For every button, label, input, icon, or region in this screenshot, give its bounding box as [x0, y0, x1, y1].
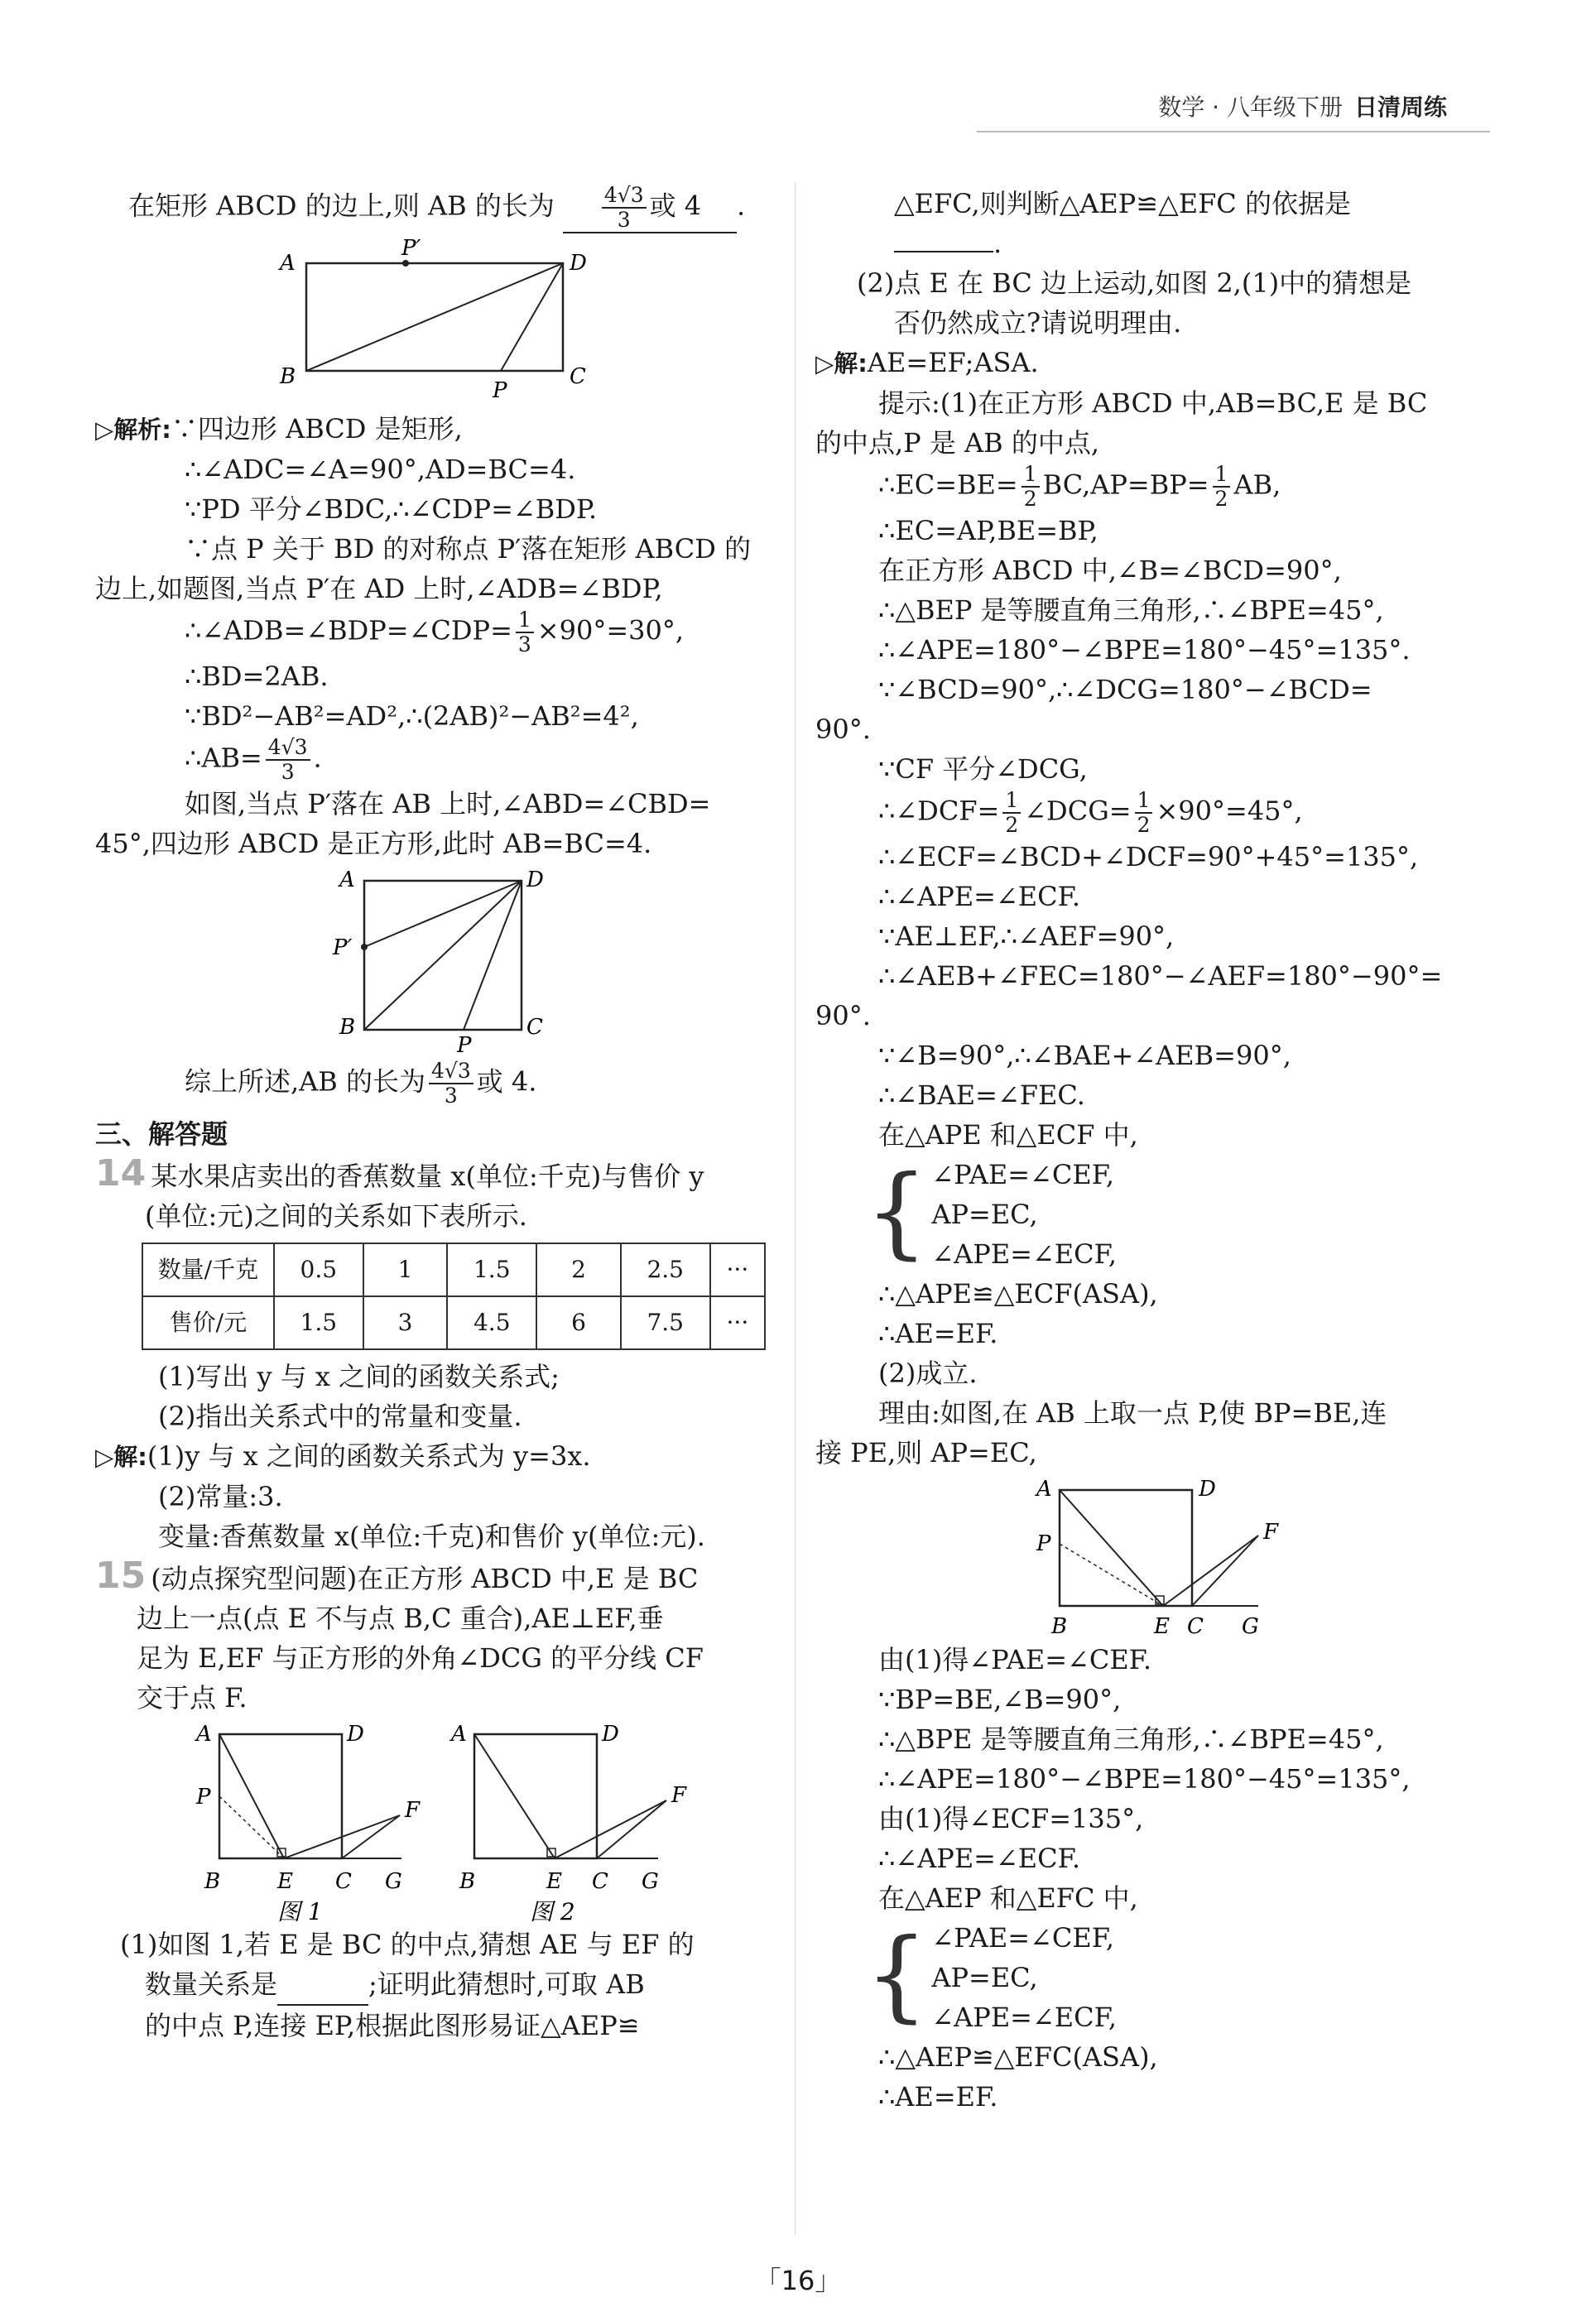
fig1-caption: 图 1	[277, 1898, 323, 1925]
r-line-15: ∵CF 平分∠DCG,	[878, 753, 1088, 785]
header-series: 日清周练	[1353, 94, 1447, 121]
half-den: 2	[1023, 487, 1037, 511]
r-line-16	[815, 789, 1486, 837]
r-line-21: 90°.	[815, 1000, 871, 1031]
pf-label-A: A	[1036, 1478, 1052, 1502]
f1-label-E: E	[277, 1869, 293, 1894]
brace-line: AP=EC,	[931, 1962, 1038, 1993]
r-line-5	[815, 343, 1486, 383]
q15-number: 15	[95, 1555, 147, 1597]
brace-line: ∠APE=∠ECF,	[931, 2002, 1118, 2033]
pf-label-F: F	[1263, 1520, 1279, 1545]
table-row	[142, 1243, 765, 1296]
fig2-caption: 图 2	[530, 1898, 575, 1925]
analysis-line-3: ∵PD 平分∠BDC,∴∠CDP=∠BDP.	[185, 493, 598, 525]
f2-label-B: B	[459, 1869, 476, 1894]
half-den: 2	[1005, 813, 1019, 837]
pf-label-E: E	[1154, 1614, 1170, 1635]
r8-mid: BC,AP=BP=	[1042, 469, 1209, 501]
r-line-12: ∴∠APE=180°−∠BPE=180°−45°=135°.	[878, 634, 1411, 666]
q14-sub-2: (2)指出关系式中的常量和变量.	[158, 1401, 522, 1432]
fig-label-C: C	[570, 364, 586, 389]
f2-label-G: G	[642, 1869, 659, 1894]
brace-icon: {	[865, 1918, 929, 2033]
q14-number: 14	[95, 1152, 147, 1194]
r-line-1: △EFC,则判断△AEP≌△EFC 的依据是	[894, 188, 1351, 219]
half-den: 2	[1137, 813, 1151, 837]
r-line-18: ∴∠APE=∠ECF.	[878, 881, 1081, 912]
r-line-31: ∵BP=BE,∠B=90°,	[878, 1684, 1122, 1715]
left-column	[95, 184, 766, 2045]
f1-label-A: A	[196, 1722, 212, 1747]
r-line-13: ∵∠BCD=90°,∴∠DCG=180°−∠BCD=	[878, 674, 1372, 705]
f1-label-B: B	[204, 1869, 221, 1894]
table-cell: 1	[363, 1243, 447, 1296]
r-line-24: 在△APE 和△ECF 中,	[878, 1119, 1138, 1151]
r-line-27: (2)成立.	[878, 1358, 978, 1389]
table-cell: 数量/千克	[142, 1243, 274, 1296]
intro-line: 在矩形 ABCD 的边上,则 AB 的长为 $\frac{4√3}{3}$ 或 4 .	[128, 183, 746, 232]
fig-label-A: A	[280, 251, 296, 276]
r-line-4: 否仍然成立?请说明理由.	[894, 307, 1182, 339]
intro-answer-rest: 或 4	[649, 190, 702, 222]
pf-label-P: P	[1036, 1531, 1051, 1556]
q14-table	[142, 1243, 766, 1350]
brace-line: ∠PAE=∠CEF,	[931, 1922, 1115, 1954]
pf-label-D: D	[1199, 1478, 1216, 1502]
half-num: 1	[1022, 463, 1040, 488]
a12-pre: 综上所述,AB 的长为	[185, 1065, 425, 1098]
analysis-tag: ▷解析:	[95, 416, 171, 444]
analysis-line-2: ∴∠ADC=∠A=90°,AD=BC=4.	[185, 454, 576, 485]
analysis-line-8: ∵BD²−AB²=AD²,∴(2AB)²−AB²=4²,	[185, 700, 639, 732]
a9-den: 3	[281, 760, 295, 784]
a12-post: 或 4.	[476, 1065, 537, 1098]
r8-pre: ∴EC=BE=	[878, 469, 1018, 501]
r-line-6: 提示:(1)在正方形 ABCD 中,AB=BC,E 是 BC	[878, 387, 1428, 419]
brace-line: AP=EC,	[931, 1199, 1038, 1230]
r-line-25: ∴△APE≌△ECF(ASA),	[878, 1278, 1158, 1310]
column-separator	[795, 182, 796, 2235]
r-line-23: ∴∠BAE=∠FEC.	[878, 1079, 1085, 1111]
right-column	[815, 184, 1486, 2117]
r-line-26: ∴AE=EF.	[878, 1318, 998, 1349]
analysis-line-9	[95, 736, 766, 784]
q15-text-1: (动点探究型问题)在正方形 ABCD 中,E 是 BC	[151, 1563, 699, 1594]
r-answer: AE=EF;ASA.	[867, 347, 1039, 378]
brace-line: ∠PAE=∠CEF,	[931, 1159, 1115, 1190]
intro-answer	[563, 184, 737, 233]
table-cell: 6	[536, 1296, 620, 1349]
r-line-7: 的中点,P 是 AB 的中点,	[815, 427, 1100, 459]
table-cell: 1.5	[447, 1243, 536, 1296]
analysis-conclusion	[95, 1060, 766, 1108]
q15-figures	[95, 1718, 757, 1925]
q15-line-4: 交于点 F.	[137, 1682, 248, 1714]
analysis-line-5: 边上,如题图,当点 P′在 AD 上时,∠ADB=∠BDP,	[95, 573, 663, 604]
figure-q15-proof	[977, 1478, 1324, 1635]
q15-s1b-text: 数量关系是	[145, 1968, 278, 2000]
analysis-line-1	[95, 409, 766, 449]
r-line-9: ∴EC=AP,BE=BP,	[878, 515, 1098, 546]
r-line-8	[815, 463, 1486, 511]
table-cell: 3	[363, 1296, 447, 1349]
analysis-text: ∵四边形 ABCD 是矩形,	[171, 413, 463, 445]
r-line-14: 90°.	[815, 714, 871, 745]
figure-square	[298, 868, 563, 1055]
q14-line-1	[95, 1154, 766, 1196]
q15-sub-1a: (1)如图 1,若 E 是 BC 的中点,猜想 AE 与 EF 的	[120, 1929, 695, 1960]
a6-post: ×90°=30°,	[536, 614, 685, 646]
f1-label-P: P	[196, 1785, 211, 1810]
header-subject: 数学 · 八年级下册	[1158, 94, 1343, 121]
table-cell: 0.5	[274, 1243, 363, 1296]
sq-label-B: B	[339, 1015, 356, 1040]
sq-label-C: C	[526, 1015, 543, 1040]
r16-pre: ∴∠DCF=	[878, 795, 1000, 827]
q15-line-1	[95, 1556, 766, 1598]
half-den: 2	[1214, 487, 1228, 511]
analysis-line-7: ∴BD=2AB.	[185, 661, 329, 692]
table-cell: 2.5	[621, 1243, 710, 1296]
r-line-2: .	[815, 224, 1486, 263]
f2-label-E: E	[546, 1869, 562, 1894]
q14-line-2: (单位:元)之间的关系如下表所示.	[145, 1200, 527, 1232]
fig-label-P: P	[493, 378, 507, 403]
brace-group-1	[865, 1155, 1486, 1274]
brace-group-2	[865, 1918, 1486, 2037]
sq-label-A: A	[339, 868, 355, 892]
half-num: 1	[1213, 463, 1231, 488]
f1-label-F: F	[405, 1798, 421, 1823]
q15-blank-1	[277, 1964, 368, 2006]
f2-label-F: F	[671, 1783, 687, 1808]
table-cell: 1.5	[274, 1296, 363, 1349]
a12-num: 4√3	[429, 1060, 474, 1084]
analysis-line-6	[95, 608, 766, 656]
table-cell: ···	[710, 1243, 765, 1296]
a9-pre: ∴AB=	[185, 742, 262, 774]
r-line-36: 在△AEP 和△EFC 中,	[878, 1882, 1138, 1914]
r-line-38: ∴AE=EF.	[878, 2081, 998, 2113]
fig-label-D: D	[570, 251, 587, 276]
table-cell: 2	[536, 1243, 620, 1296]
r-line-33: ∴∠APE=180°−∠BPE=180°−45°=135°,	[878, 1763, 1411, 1795]
brace-line: ∠APE=∠ECF,	[931, 1238, 1118, 1270]
section-heading: 三、解答题	[95, 1118, 228, 1150]
fig-label-Pp: P′	[401, 238, 421, 261]
q14-solution-3: 变量:香蕉数量 x(单位:千克)和售价 y(单位:元).	[158, 1521, 705, 1552]
r-line-34: 由(1)得∠ECF=135°,	[878, 1803, 1144, 1834]
q15-sub-1b	[95, 1964, 766, 2006]
f1-label-G: G	[385, 1869, 402, 1894]
pf-label-B: B	[1051, 1614, 1068, 1635]
r8-post: AB,	[1233, 469, 1281, 501]
table-row	[142, 1296, 765, 1349]
r-line-19: ∵AE⊥EF,∴∠AEF=90°,	[878, 920, 1175, 952]
analysis-line-4: ∵点 P 关于 BD 的对称点 P′落在矩形 ABCD 的	[185, 533, 752, 565]
table-cell: 4.5	[447, 1296, 536, 1349]
q14-text-1: 某水果店卖出的香蕉数量 x(单位:千克)与售价 y	[151, 1161, 704, 1192]
r-line-30: 由(1)得∠PAE=∠CEF.	[878, 1644, 1152, 1675]
analysis-line-10: 如图,当点 P′落在 AB 上时,∠ABD=∠CBD=	[185, 788, 711, 820]
q14-solution-2: (2)常量:3.	[158, 1481, 283, 1512]
r-line-3: (2)点 E 在 BC 边上运动,如图 2,(1)中的猜想是	[857, 267, 1412, 299]
a6-den: 3	[517, 632, 531, 656]
table-cell: 7.5	[621, 1296, 710, 1349]
r-line-22: ∵∠B=90°,∴∠BAE+∠AEB=90°,	[878, 1040, 1291, 1071]
intro-text: 在矩形 ABCD 的边上,则 AB 的长为	[128, 190, 555, 222]
a9-num: 4√3	[266, 736, 310, 761]
q15-s1c-text: ;证明此猜想时,可取 AB	[368, 1968, 645, 2000]
a9-post: .	[313, 742, 322, 774]
a12-den: 3	[444, 1084, 458, 1108]
r-line-37: ∴△AEP≌△EFC(ASA),	[878, 2041, 1158, 2073]
sq-label-Pp: P′	[333, 935, 353, 960]
page-number: 「16」	[754, 2265, 842, 2296]
sq-label-D: D	[526, 868, 544, 892]
figure-rectangle	[257, 238, 604, 404]
pf-label-C: C	[1187, 1614, 1204, 1635]
q14-sub-1: (1)写出 y 与 x 之间的函数关系式;	[158, 1361, 560, 1392]
solution-tag: ▷解:	[95, 1443, 147, 1471]
q14-answer-1: (1)y 与 x 之间的函数关系式为 y=3x.	[147, 1440, 591, 1472]
r-line-11: ∴△BEP 是等腰直角三角形,∴∠BPE=45°,	[878, 594, 1384, 626]
r-line-29: 接 PE,则 AP=EC,	[815, 1437, 1037, 1468]
r16-mid: ∠DCG=	[1024, 795, 1132, 827]
q15-line-2: 边上一点(点 E 不与点 B,C 重合),AE⊥EF,垂	[137, 1603, 664, 1634]
a6-num: 1	[516, 608, 534, 633]
half-num: 1	[1002, 789, 1021, 814]
q14-solution-1	[95, 1436, 766, 1477]
half-num: 1	[1135, 789, 1153, 814]
r-line-17: ∴∠ECF=∠BCD+∠DCF=90°+45°=135°,	[878, 841, 1419, 872]
a6-pre: ∴∠ADB=∠BDP=∠CDP=	[185, 614, 512, 646]
r-line-28: 理由:如图,在 AB 上取一点 P,使 BP=BE,连	[878, 1397, 1387, 1429]
q15-sub-1d: 的中点 P,连接 EP,根据此图形易证△AEP≌	[145, 2010, 640, 2041]
f2-label-A: A	[451, 1722, 467, 1747]
header-rule	[977, 131, 1490, 132]
f2-label-C: C	[592, 1869, 608, 1894]
r16-post: ×90°=45°,	[1156, 795, 1303, 827]
page-header	[1158, 89, 1447, 123]
table-cell: ···	[710, 1296, 765, 1349]
pf-label-G: G	[1242, 1614, 1259, 1635]
f2-label-D: D	[602, 1722, 619, 1747]
r-line-10: 在正方形 ABCD 中,∠B=∠BCD=90°,	[878, 555, 1342, 586]
intro-answer-den: 3	[617, 208, 631, 232]
table-cell: 售价/元	[142, 1296, 274, 1349]
r-line-32: ∴△BPE 是等腰直角三角形,∴∠BPE=45°,	[878, 1723, 1384, 1755]
r-line-35: ∴∠APE=∠ECF.	[878, 1843, 1081, 1874]
f1-label-C: C	[335, 1869, 352, 1894]
page-number-value: 16	[781, 2265, 815, 2296]
fig-label-B: B	[280, 364, 296, 389]
analysis-line-11: 45°,四边形 ABCD 是正方形,此时 AB=BC=4.	[95, 828, 652, 859]
sq-label-P: P	[457, 1033, 472, 1055]
r-line-20: ∴∠AEB+∠FEC=180°−∠AEF=180°−90°=	[878, 960, 1443, 992]
r-solution-tag: ▷解:	[815, 349, 868, 377]
f1-label-D: D	[347, 1722, 364, 1747]
r-blank	[894, 251, 993, 252]
q15-line-3: 足为 E,EF 与正方形的外角∠DCG 的平分线 CF	[137, 1642, 704, 1674]
brace-icon: {	[865, 1155, 929, 1270]
intro-answer-num: 4√3	[602, 184, 647, 209]
